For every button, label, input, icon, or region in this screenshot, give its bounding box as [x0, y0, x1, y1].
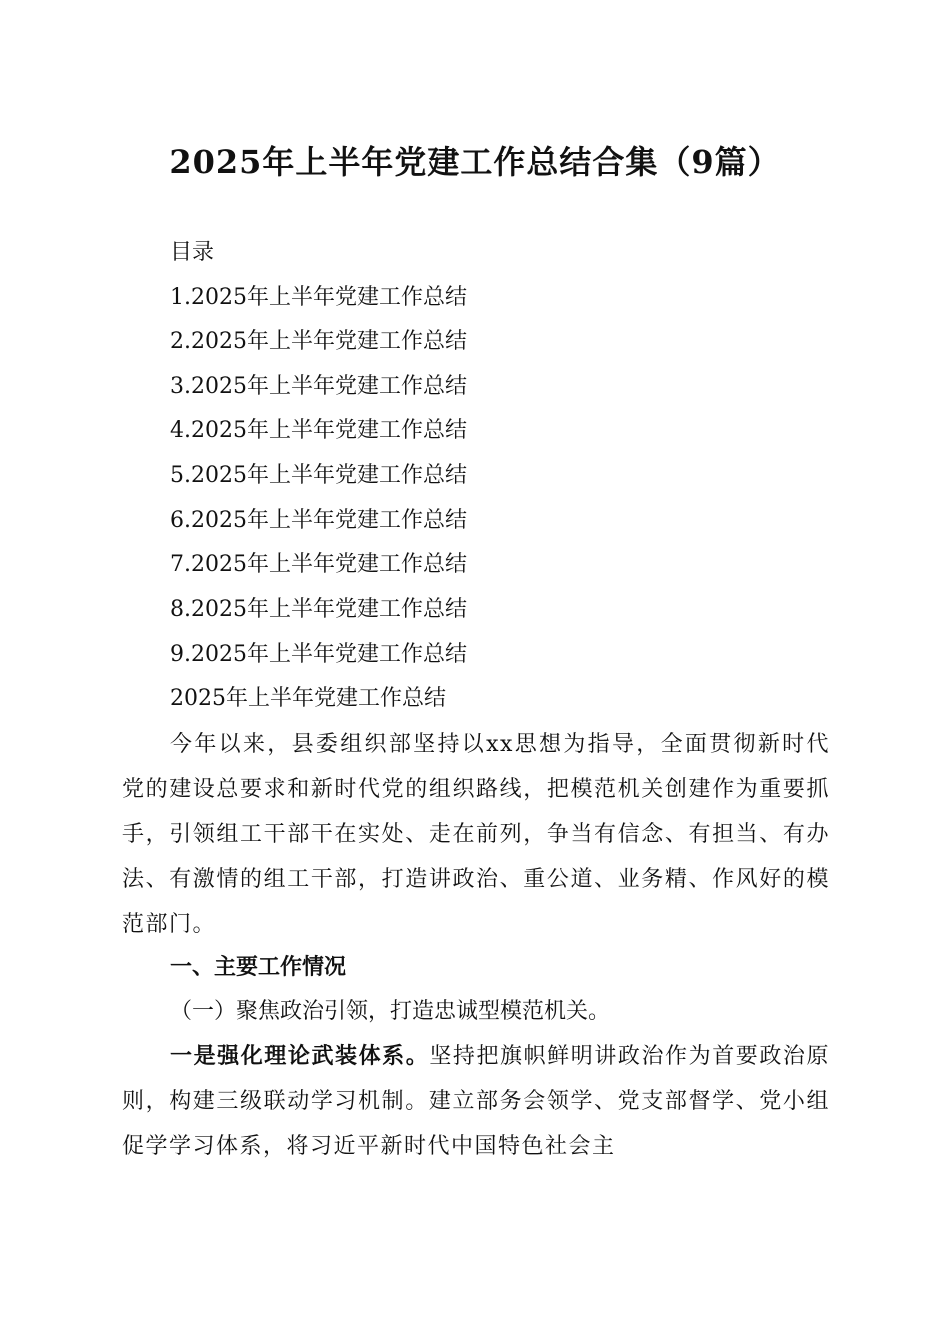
document-title: 2025年上半年党建工作总结合集（9篇） [169, 143, 781, 181]
toc-item: 4.2025年上半年党建工作总结 [170, 418, 467, 443]
toc-item: 6.2025年上半年党建工作总结 [170, 508, 467, 533]
subsection-heading: （一）聚焦政治引领，打造忠诚型模范机关。 [170, 999, 611, 1024]
paragraph-body: 坚持把旗帜鲜明讲政治作为首要政治原则，构建三级联动学习机制。建立部务会领学、党支部督学、党小组促学学习体系，将习近平新时代中国特色社会主 [122, 1044, 830, 1159]
toc-item: 3.2025年上半年党建工作总结 [170, 374, 467, 399]
toc-item: 8.2025年上半年党建工作总结 [170, 597, 467, 622]
body-paragraph [122, 1034, 830, 1169]
toc-item: 2.2025年上半年党建工作总结 [170, 329, 467, 354]
toc-item: 5.2025年上半年党建工作总结 [170, 463, 467, 488]
intro-paragraph: 今年以来，县委组织部坚持以xx思想为指导，全面贯彻新时代党的建设总要求和新时代党的组织路线，把模范机关创建作为重要抓手，引领组工干部干在实处、走在前列，争当有信念、有担当、有办法、有激情的组工干部，打造讲政治、重公道、业务精、作风好的模范部门。 [122, 732, 830, 937]
section-heading: 一、主要工作情况 [170, 955, 347, 980]
toc-heading: 目录 [170, 240, 215, 265]
paragraph-lead: 一是强化理论武装体系。 [170, 1043, 430, 1069]
toc-item: 1.2025年上半年党建工作总结 [170, 285, 467, 310]
toc-item: 9.2025年上半年党建工作总结 [170, 642, 467, 667]
toc-item: 7.2025年上半年党建工作总结 [170, 552, 467, 577]
article-title: 2025年上半年党建工作总结 [170, 686, 446, 711]
